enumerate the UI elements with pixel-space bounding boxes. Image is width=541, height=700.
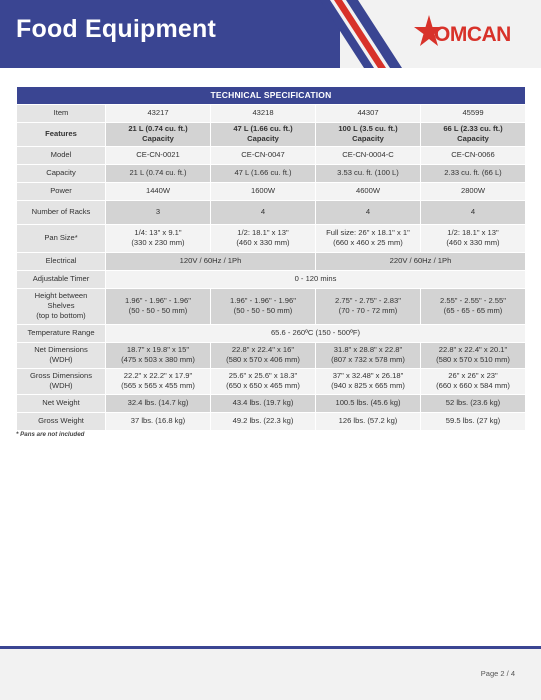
table-row	[17, 368, 526, 394]
table-cell: 2.55" - 2.55" - 2.55" (65 - 65 - 65 mm)	[421, 288, 526, 324]
row-label: Height between Shelves (top to bottom)	[17, 288, 106, 324]
table-cell: 66 L (2.33 cu. ft.) Capacity	[421, 123, 526, 147]
table-row	[17, 270, 526, 288]
table-cell: 21 L (0.74 cu. ft.) Capacity	[106, 123, 211, 147]
table-cell: 120V / 60Hz / 1Ph	[106, 252, 316, 270]
table-cell: 25.6" x 25.6" x 18.3" (650 x 650 x 465 mm)	[211, 368, 316, 394]
table-row	[17, 182, 526, 200]
table-cell: 2.75" - 2.75" - 2.83" (70 - 70 - 72 mm)	[316, 288, 421, 324]
table-cell: 21 L (0.74 cu. ft.)	[106, 164, 211, 182]
table-row	[17, 324, 526, 342]
table-cell: 37 lbs. (16.8 kg)	[106, 412, 211, 430]
table-cell: 43.4 lbs. (19.7 kg)	[211, 394, 316, 412]
table-cell: 65.6 - 260ºC (150 - 500ºF)	[106, 324, 526, 342]
table-cell: 49.2 lbs. (22.3 kg)	[211, 412, 316, 430]
table-cell: 1/4: 13" x 9.1" (330 x 230 mm)	[106, 224, 211, 252]
table-row	[17, 200, 526, 224]
table-cell: 126 lbs. (57.2 kg)	[316, 412, 421, 430]
table-caption: TECHNICAL SPECIFICATION	[17, 87, 526, 105]
table-cell: 18.7" x 19.8" x 15" (475 x 503 x 380 mm)	[106, 342, 211, 368]
table-cell: CE-CN-0004-C	[316, 146, 421, 164]
table-cell: 43217	[106, 105, 211, 123]
table-cell: CE-CN-0021	[106, 146, 211, 164]
page-header	[0, 0, 541, 68]
table-row	[17, 342, 526, 368]
table-cell: 31.8" x 28.8" x 22.8" (807 x 732 x 578 mm)	[316, 342, 421, 368]
row-label: Gross Dimensions (WDH)	[17, 368, 106, 394]
table-cell: 1/2: 18.1" x 13" (460 x 330 mm)	[211, 224, 316, 252]
table-cell: 45599	[421, 105, 526, 123]
table-row	[17, 123, 526, 147]
row-label: Temperature Range	[17, 324, 106, 342]
table-row	[17, 164, 526, 182]
row-label: Number of Racks	[17, 200, 106, 224]
row-label: Net Dimensions (WDH)	[17, 342, 106, 368]
row-label: Adjustable Timer	[17, 270, 106, 288]
table-cell: 2800W	[421, 182, 526, 200]
table-cell: 4	[211, 200, 316, 224]
brand-name: OMCAN	[434, 23, 511, 46]
table-cell: 32.4 lbs. (14.7 kg)	[106, 394, 211, 412]
table-cell: 100 L (3.5 cu. ft.) Capacity	[316, 123, 421, 147]
header-stripes	[300, 0, 410, 68]
row-label: Model	[17, 146, 106, 164]
table-cell: 0 - 120 mins	[106, 270, 526, 288]
row-label: Item	[17, 105, 106, 123]
table-cell: CE-CN-0066	[421, 146, 526, 164]
table-cell: 37" x 32.48" x 26.18" (940 x 825 x 665 mm)	[316, 368, 421, 394]
row-label: Features	[17, 123, 106, 147]
table-row	[17, 105, 526, 123]
table-cell: Full size: 26" x 18.1" x 1" (660 x 460 x 25 mm)	[316, 224, 421, 252]
table-cell: 1440W	[106, 182, 211, 200]
table-row	[17, 288, 526, 324]
spec-table	[16, 86, 526, 431]
table-cell: 4600W	[316, 182, 421, 200]
table-cell: 22.8" x 22.4" x 20.1" (580 x 570 x 510 mm)	[421, 342, 526, 368]
table-cell: 2.33 cu. ft. (66 L)	[421, 164, 526, 182]
page-title: Food Equipment	[16, 15, 216, 43]
row-label: Power	[17, 182, 106, 200]
row-label: Capacity	[17, 164, 106, 182]
page-number: Page 2 / 4	[480, 669, 515, 678]
row-label: Pan Size*	[17, 224, 106, 252]
table-cell: 43218	[211, 105, 316, 123]
table-cell: 3.53 cu. ft. (100 L)	[316, 164, 421, 182]
table-cell: 4	[316, 200, 421, 224]
table-cell: 100.5 lbs. (45.6 kg)	[316, 394, 421, 412]
table-cell: 47 L (1.66 cu. ft.) Capacity	[211, 123, 316, 147]
table-cell: CE-CN-0047	[211, 146, 316, 164]
table-cell: 3	[106, 200, 211, 224]
table-row	[17, 394, 526, 412]
row-label: Net Weight	[17, 394, 106, 412]
footnote: * Pans are not included	[16, 431, 85, 438]
row-label: Gross Weight	[17, 412, 106, 430]
table-cell: 22.8" x 22.4" x 16" (580 x 570 x 406 mm)	[211, 342, 316, 368]
brand-logo	[414, 12, 529, 56]
table-cell: 1/2: 18.1" x 13" (460 x 330 mm)	[421, 224, 526, 252]
table-row	[17, 146, 526, 164]
table-cell: 47 L (1.66 cu. ft.)	[211, 164, 316, 182]
table-cell: 1.96" - 1.96" - 1.96" (50 - 50 - 50 mm)	[211, 288, 316, 324]
table-row	[17, 224, 526, 252]
table-row	[17, 412, 526, 430]
table-cell: 59.5 lbs. (27 kg)	[421, 412, 526, 430]
table-row	[17, 252, 526, 270]
table-cell: 1600W	[211, 182, 316, 200]
table-cell: 22.2" x 22.2" x 17.9" (565 x 565 x 455 mm)	[106, 368, 211, 394]
table-cell: 44307	[316, 105, 421, 123]
row-label: Electrical	[17, 252, 106, 270]
table-cell: 52 lbs. (23.6 kg)	[421, 394, 526, 412]
page-footer	[0, 646, 541, 700]
table-cell: 26" x 26" x 23" (660 x 660 x 584 mm)	[421, 368, 526, 394]
table-cell: 4	[421, 200, 526, 224]
table-cell: 220V / 60Hz / 1Ph	[316, 252, 526, 270]
table-cell: 1.96" - 1.96" - 1.96" (50 - 50 - 50 mm)	[106, 288, 211, 324]
